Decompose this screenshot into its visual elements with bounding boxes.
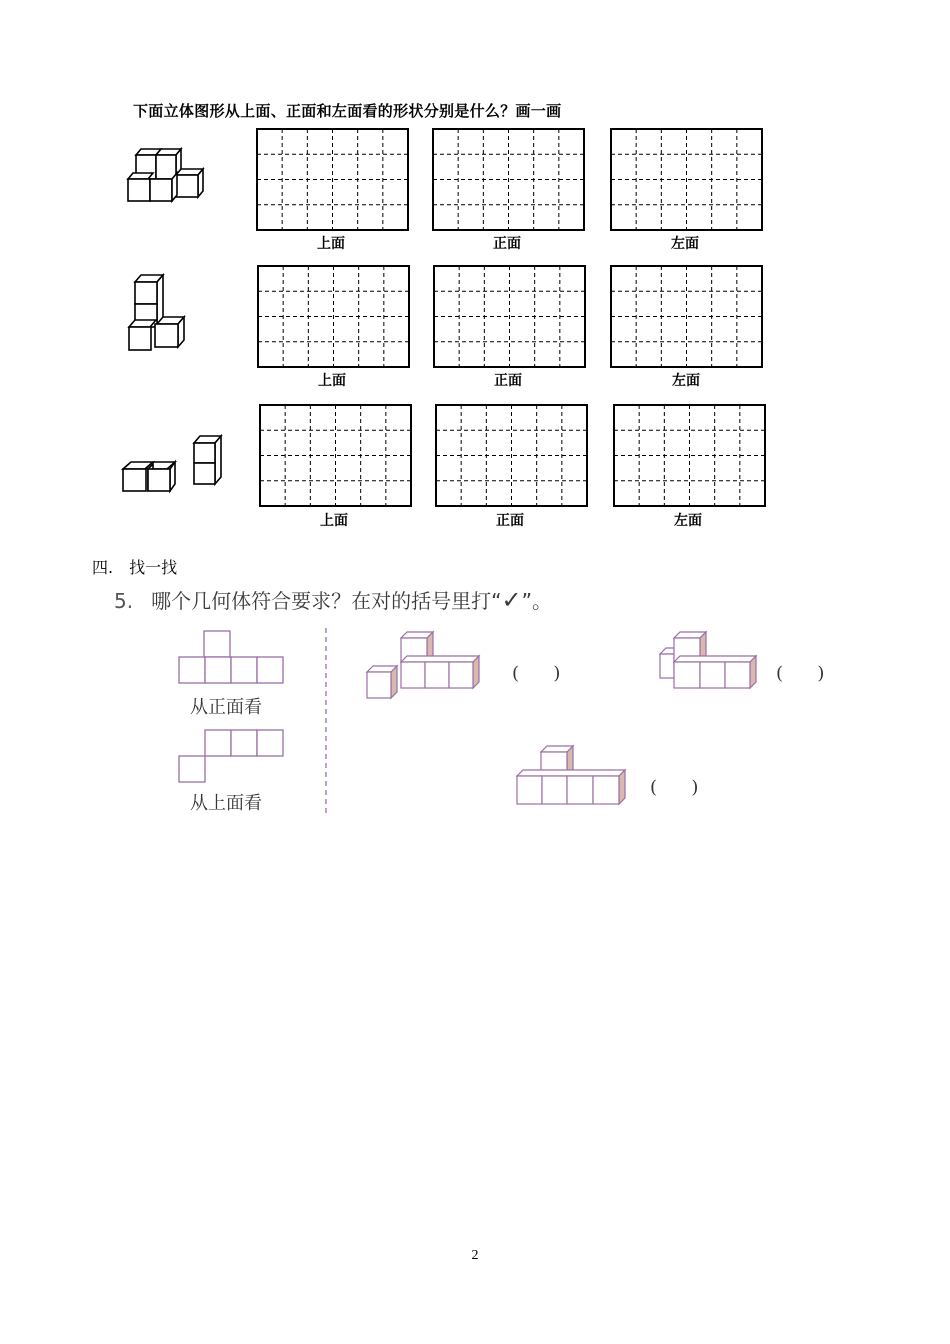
question-number: 5.	[114, 589, 134, 613]
grid-label-top: 上面	[317, 236, 345, 252]
top-view-shape	[178, 729, 284, 783]
grid-top-view[interactable]	[256, 128, 409, 231]
answer-paren-b[interactable]: ( )	[776, 663, 825, 684]
grid-label-top: 上面	[318, 373, 346, 389]
question-text-end: ”。	[521, 589, 552, 613]
option-c-shape	[515, 744, 627, 806]
option-a-shape	[365, 630, 487, 700]
grid-front-view[interactable]	[435, 404, 588, 507]
cube-figure-1	[126, 145, 206, 205]
grid-label-front: 正面	[493, 236, 521, 252]
grid-label-front: 正面	[496, 513, 524, 529]
cube-figure-2	[125, 272, 190, 354]
option-b-shape	[656, 630, 762, 692]
instruction-text: 下面立体图形从上面、正面和左面看的形状分别是什么？画一画	[133, 102, 562, 120]
grid-front-view[interactable]	[432, 128, 585, 231]
page-number: 2	[471, 1248, 479, 1263]
grid-left-view[interactable]	[610, 265, 763, 368]
cube-figure-3	[120, 434, 230, 496]
grid-front-view[interactable]	[433, 265, 586, 368]
question-5	[114, 585, 552, 614]
grid-label-top: 上面	[320, 513, 348, 529]
dashed-divider	[323, 628, 329, 814]
grid-left-view[interactable]	[613, 404, 766, 507]
top-view-label: 从上面看	[190, 793, 262, 814]
grid-label-front: 正面	[494, 373, 522, 389]
question-text: 哪个几何体符合要求？在对的括号里打“	[151, 589, 502, 613]
front-view-label: 从正面看	[190, 697, 262, 718]
answer-paren-a[interactable]: ( )	[512, 663, 561, 684]
grid-label-left: 左面	[674, 513, 702, 529]
grid-top-view[interactable]	[259, 404, 412, 507]
grid-left-view[interactable]	[610, 128, 763, 231]
front-view-shape	[178, 630, 284, 684]
grid-label-left: 左面	[671, 236, 699, 252]
check-mark-icon: ✓	[501, 586, 522, 614]
answer-paren-c[interactable]: ( )	[650, 777, 699, 798]
grid-top-view[interactable]	[257, 265, 410, 368]
section-heading: 四. 找一找	[92, 558, 178, 577]
grid-label-left: 左面	[672, 373, 700, 389]
